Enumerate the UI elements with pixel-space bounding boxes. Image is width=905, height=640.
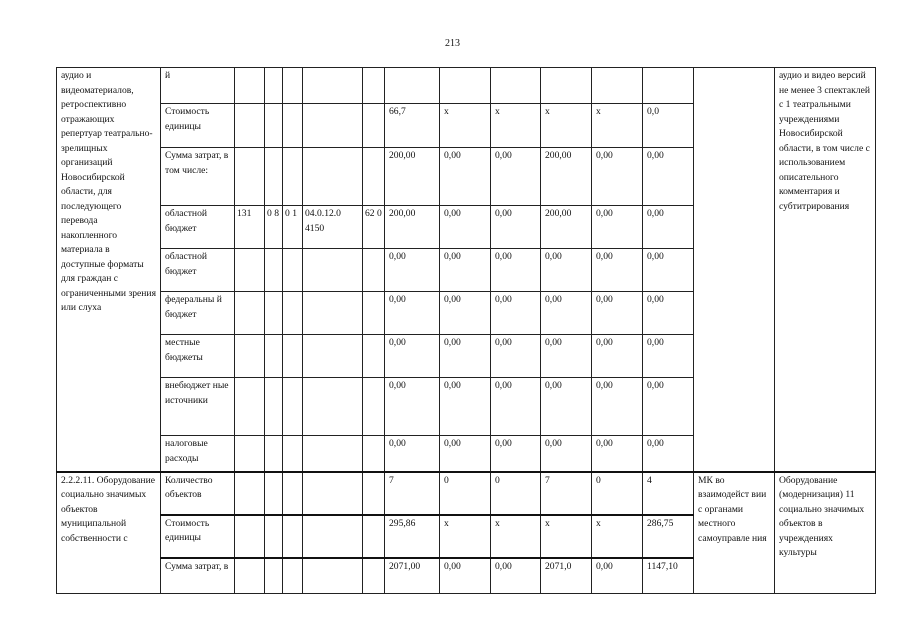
executor-cell: МК во взаимодейст вии с органами местного самоуправле ния [694, 472, 775, 594]
value-cell: 0 [592, 472, 643, 515]
value-cell: 0,00 [440, 335, 491, 378]
value-cell: 0,00 [643, 206, 694, 249]
value-cell: 7 [385, 472, 440, 515]
budget-code [363, 558, 385, 594]
budget-code [265, 249, 283, 292]
budget-code [265, 104, 283, 148]
indicator-label: областной бюджет [161, 206, 235, 249]
budget-code [265, 472, 283, 515]
budget-table [56, 67, 876, 594]
budget-code [303, 558, 363, 594]
indicator-label: федеральны й бюджет [161, 292, 235, 335]
table-row [57, 472, 876, 515]
value-cell: x [491, 515, 541, 558]
value-cell [440, 68, 491, 104]
budget-code [283, 68, 303, 104]
value-cell: 0,00 [491, 378, 541, 436]
indicator-label: Стоимость единицы [161, 515, 235, 558]
value-cell: x [491, 104, 541, 148]
budget-code [303, 378, 363, 436]
executor-cell [694, 68, 775, 472]
budget-code [303, 68, 363, 104]
budget-code: 62 0 [363, 206, 385, 249]
indicator-label: й [161, 68, 235, 104]
item-description: аудио и видеоматериалов, ретроспективно отражающих репертуар театрально-зрелищных организаций Новосибирской области, для последующего перевода накопленного материала в доступные форматы для граждан с ограниченными зрения или слуха [57, 68, 161, 472]
indicator-label: местные бюджеты [161, 335, 235, 378]
value-cell: 1147,10 [643, 558, 694, 594]
value-cell: x [440, 515, 491, 558]
value-cell: 0,0 [643, 104, 694, 148]
value-cell: 0,00 [592, 335, 643, 378]
value-cell: 0,00 [385, 292, 440, 335]
budget-code [283, 472, 303, 515]
value-cell: 286,75 [643, 515, 694, 558]
budget-code [265, 292, 283, 335]
value-cell: 0,00 [643, 292, 694, 335]
value-cell: 0,00 [643, 335, 694, 378]
budget-code [303, 472, 363, 515]
value-cell: 0,00 [440, 249, 491, 292]
indicator-label: внебюджет ные источники [161, 378, 235, 436]
item-description: 2.2.2.11. Оборудование социально значимых объектов муниципальной собственности с [57, 472, 161, 594]
budget-code [363, 68, 385, 104]
budget-code [235, 249, 265, 292]
value-cell: 2071,0 [541, 558, 592, 594]
value-cell [491, 68, 541, 104]
value-cell: 0,00 [592, 148, 643, 206]
value-cell: 0,00 [491, 249, 541, 292]
budget-code [283, 335, 303, 378]
budget-code [265, 148, 283, 206]
value-cell: 0 [440, 472, 491, 515]
value-cell: x [541, 104, 592, 148]
budget-code [303, 148, 363, 206]
budget-code [265, 378, 283, 436]
value-cell: 0,00 [385, 249, 440, 292]
budget-code [235, 292, 265, 335]
budget-code: 131 [235, 206, 265, 249]
value-cell: 0,00 [643, 436, 694, 472]
indicator-label: областной бюджет [161, 249, 235, 292]
budget-code [283, 436, 303, 472]
value-cell: 0,00 [541, 335, 592, 378]
budget-code [363, 249, 385, 292]
value-cell: x [440, 104, 491, 148]
value-cell: 0,00 [491, 206, 541, 249]
budget-code [235, 104, 265, 148]
budget-code [235, 436, 265, 472]
expected-result: аудио и видео версий не менее 3 спектаклей с 1 театральными учреждениями Новосибирской области, в том числе с использованием описательного комментария и субтитрирования [775, 68, 876, 472]
section2-body [57, 472, 876, 594]
value-cell: 0,00 [385, 378, 440, 436]
value-cell: 0,00 [643, 148, 694, 206]
value-cell: 0,00 [491, 558, 541, 594]
budget-code: 04.0.12.0 4150 [303, 206, 363, 249]
budget-code [283, 292, 303, 335]
budget-code [283, 148, 303, 206]
value-cell: 0,00 [541, 249, 592, 292]
budget-code [363, 148, 385, 206]
budget-code [303, 292, 363, 335]
value-cell: 200,00 [385, 206, 440, 249]
budget-code [303, 249, 363, 292]
value-cell: 0,00 [491, 148, 541, 206]
value-cell: 0,00 [541, 436, 592, 472]
value-cell: 0,00 [592, 249, 643, 292]
budget-code [235, 335, 265, 378]
value-cell: 0,00 [385, 335, 440, 378]
value-cell: 0,00 [643, 378, 694, 436]
value-cell: 295,86 [385, 515, 440, 558]
indicator-label: Сумма затрат, в [161, 558, 235, 594]
value-cell: 0,00 [440, 558, 491, 594]
budget-code [283, 558, 303, 594]
value-cell: 2071,00 [385, 558, 440, 594]
value-cell: 0,00 [541, 292, 592, 335]
section1-body [57, 68, 876, 472]
budget-code [363, 472, 385, 515]
table-row [57, 68, 876, 104]
budget-code [235, 558, 265, 594]
indicator-label: налоговые расходы [161, 436, 235, 472]
budget-code [265, 558, 283, 594]
budget-code [283, 104, 303, 148]
value-cell: 0,00 [541, 378, 592, 436]
budget-code [363, 436, 385, 472]
value-cell: x [592, 104, 643, 148]
budget-code [235, 68, 265, 104]
budget-code [235, 515, 265, 558]
value-cell: 0,00 [385, 436, 440, 472]
value-cell: 0,00 [440, 378, 491, 436]
budget-code [303, 436, 363, 472]
budget-code [235, 378, 265, 436]
value-cell: 0,00 [440, 292, 491, 335]
budget-code [363, 292, 385, 335]
value-cell: 66,7 [385, 104, 440, 148]
value-cell: 0,00 [592, 206, 643, 249]
value-cell: 0,00 [592, 292, 643, 335]
budget-code [283, 515, 303, 558]
budget-code [363, 335, 385, 378]
budget-code [363, 378, 385, 436]
budget-code [363, 104, 385, 148]
value-cell [385, 68, 440, 104]
value-cell: 0,00 [491, 335, 541, 378]
value-cell: 0,00 [643, 249, 694, 292]
value-cell: 200,00 [385, 148, 440, 206]
budget-code [265, 68, 283, 104]
value-cell: x [541, 515, 592, 558]
value-cell [592, 68, 643, 104]
budget-code [265, 436, 283, 472]
value-cell: 0,00 [440, 436, 491, 472]
budget-code [265, 335, 283, 378]
value-cell: x [592, 515, 643, 558]
budget-code [265, 515, 283, 558]
page-number: 213 [445, 38, 460, 49]
value-cell: 0,00 [491, 292, 541, 335]
value-cell: 0,00 [592, 436, 643, 472]
budget-code [235, 148, 265, 206]
budget-code [303, 515, 363, 558]
value-cell: 0 [491, 472, 541, 515]
indicator-label: Количество объектов [161, 472, 235, 515]
budget-code [283, 249, 303, 292]
budget-code [303, 335, 363, 378]
budget-code: 0 8 [265, 206, 283, 249]
expected-result: Оборудование (модернизация) 11 социально значимых объектов в учреждениях культуры [775, 472, 876, 594]
budget-code [283, 378, 303, 436]
value-cell: 0,00 [592, 558, 643, 594]
budget-code [235, 472, 265, 515]
value-cell: 200,00 [541, 148, 592, 206]
value-cell [541, 68, 592, 104]
budget-code: 0 1 [283, 206, 303, 249]
budget-code [363, 515, 385, 558]
value-cell: 0,00 [592, 378, 643, 436]
budget-code [303, 104, 363, 148]
value-cell [643, 68, 694, 104]
value-cell: 7 [541, 472, 592, 515]
value-cell: 0,00 [440, 148, 491, 206]
value-cell: 0,00 [440, 206, 491, 249]
value-cell: 0,00 [491, 436, 541, 472]
value-cell: 200,00 [541, 206, 592, 249]
value-cell: 4 [643, 472, 694, 515]
indicator-label: Сумма затрат, в том числе: [161, 148, 235, 206]
indicator-label: Стоимость единицы [161, 104, 235, 148]
